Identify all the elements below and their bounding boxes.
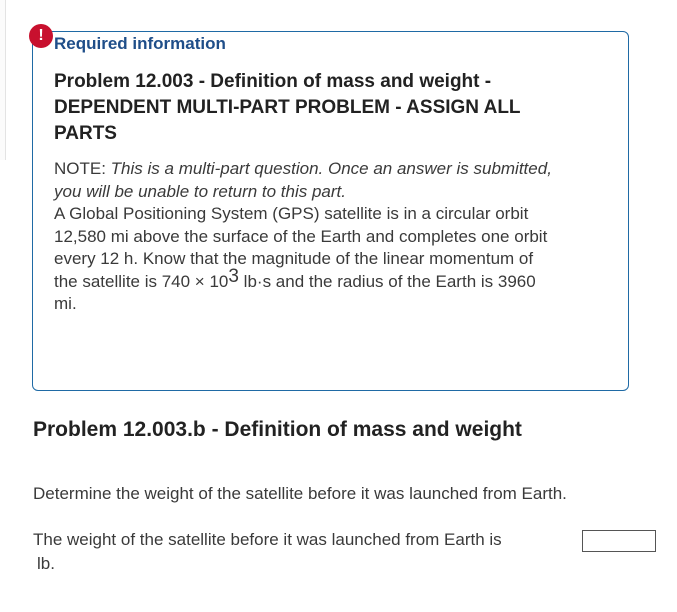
- question-text: Determine the weight of the satellite before it was launched from Earth.: [33, 484, 567, 503]
- statement-main: A Global Positioning System (GPS) satellite is in a circular orbit 12,580 mi above the surface of the Earth and completes one orbit every 12 h. Know that the magnitude of the linear momentum of the satellite is 740 × 10: [54, 204, 548, 291]
- problem-statement: [54, 158, 554, 316]
- exclamation-icon: !: [29, 24, 53, 48]
- problem-title: Problem 12.003 - Definition of mass and weight - DEPENDENT MULTI-PART PROBLEM - ASSIGN ALL PARTS: [54, 71, 521, 144]
- statement-exponent: 3: [228, 265, 239, 287]
- part-title: Problem 12.003.b - Definition of mass and weight: [33, 418, 522, 441]
- left-divider: [0, 0, 6, 160]
- answer-prompt: The weight of the satellite before it was launched from Earth is: [33, 530, 502, 549]
- answer-unit: lb.: [37, 554, 55, 573]
- note-prefix: NOTE:: [54, 159, 111, 178]
- required-info-label: Required information: [54, 34, 226, 53]
- note-text: This is a multi-part question. Once an answer is submitted, you will be unable to return to this part.: [54, 159, 552, 201]
- weight-answer-input[interactable]: [582, 530, 656, 552]
- statement-end: lb·s and the radius of the Earth is 3960 mi.: [54, 271, 536, 313]
